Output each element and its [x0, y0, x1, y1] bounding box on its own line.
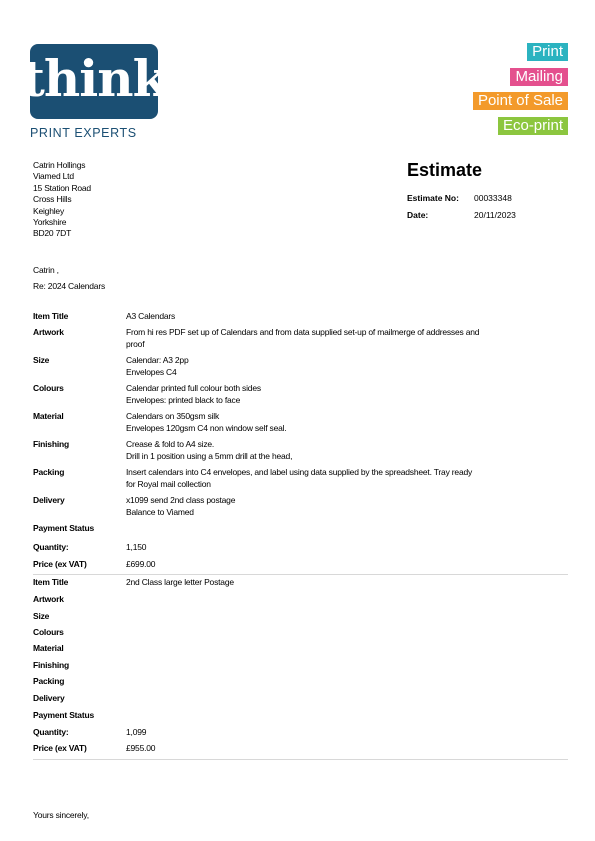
item-field-line: 1,099	[126, 727, 147, 737]
item-field-line: From hi res PDF set up of Calendars and from data supplied set-up of mailmerge of addresses and	[126, 327, 480, 337]
item-field-label: Finishing	[33, 660, 69, 670]
item-field-value	[126, 577, 568, 589]
recipient-company: Viamed Ltd	[33, 171, 74, 182]
tag-mailing: Mailing	[510, 68, 568, 86]
item-field-label: Size	[33, 611, 50, 621]
item-field-value	[126, 383, 568, 406]
item-field-label: Material	[33, 643, 64, 653]
item-field-label: Payment Status	[33, 523, 94, 533]
item-field-line: Drill in 1 position using a 5mm drill at the head,	[126, 450, 293, 461]
item-field-label: Packing	[33, 467, 65, 477]
item-field-label: Quantity:	[33, 727, 69, 737]
item-field-label: Item Title	[33, 311, 69, 321]
item-field-label: Finishing	[33, 439, 69, 449]
item-field-value	[126, 411, 568, 434]
item-field-line: Calendar: A3 2pp	[126, 355, 189, 365]
item-field-label: Colours	[33, 627, 64, 637]
item-field-label: Packing	[33, 676, 65, 686]
logo-tagline: PRINT EXPERTS	[30, 126, 137, 140]
item-field-line: Calendar printed full colour both sides	[126, 383, 261, 393]
item-field-label: Payment Status	[33, 710, 94, 720]
item-field-value	[126, 311, 568, 323]
item-field-label: Artwork	[33, 327, 64, 337]
subject-line: Re: 2024 Calendars	[33, 281, 106, 291]
tag-eco-print: Eco-print	[498, 117, 568, 135]
salutation: Catrin ,	[33, 265, 59, 275]
item-field-line: £955.00	[126, 743, 156, 753]
item-field-line: Balance to Viamed	[126, 506, 194, 517]
address-line: BD20 7DT	[33, 228, 72, 239]
item-field-label: Artwork	[33, 594, 64, 604]
item-divider	[33, 759, 568, 760]
item-field-line: for Royal mail collection	[126, 478, 211, 489]
address-line: Keighley	[33, 205, 65, 216]
estimate-date: 20/11/2023	[474, 210, 516, 220]
item-field-label: Delivery	[33, 693, 65, 703]
item-field-value	[126, 439, 568, 462]
item-field-label: Quantity:	[33, 542, 69, 552]
company-logo	[21, 44, 167, 119]
item-field-value	[126, 327, 568, 350]
item-divider	[33, 574, 568, 575]
item-field-line: Envelopes 120gsm C4 non window self seal.	[126, 422, 287, 433]
document-title: Estimate	[407, 160, 483, 180]
item-field-label: Size	[33, 355, 50, 365]
item-field-label: Material	[33, 411, 64, 421]
item-field-line: Crease & fold to A4 size.	[126, 439, 215, 449]
item-field-line: A3 Calendars	[126, 311, 176, 321]
item-field-line: £699.00	[126, 559, 156, 569]
recipient-name: Catrin Hollings	[33, 160, 86, 170]
item-field-label: Price (ex VAT)	[33, 743, 87, 753]
item-field-line: Envelopes: printed black to face	[126, 394, 241, 405]
tag-point-of-sale: Point of Sale	[473, 92, 568, 110]
estimate-number: 00033348	[474, 193, 512, 203]
item-field-label: Delivery	[33, 495, 65, 505]
item-field-value	[126, 542, 568, 554]
estimate-number-label: Estimate No:	[407, 193, 459, 203]
item-field-line: 1,150	[126, 542, 147, 552]
item-field-value	[126, 559, 568, 571]
item-field-label: Price (ex VAT)	[33, 559, 87, 569]
item-field-line: Calendars on 350gsm silk	[126, 411, 219, 421]
address-line: Cross Hills	[33, 194, 72, 205]
item-field-value	[126, 495, 568, 518]
item-field-label: Colours	[33, 383, 64, 393]
item-field-value	[126, 743, 568, 755]
item-field-label: Item Title	[33, 577, 69, 587]
item-field-value	[126, 727, 568, 739]
tag-print: Print	[527, 43, 568, 61]
item-field-value	[126, 355, 568, 378]
item-field-line: Insert calendars into C4 envelopes, and label using data supplied by the spreadsheet. Tray ready	[126, 467, 473, 477]
logo-wordmark: think	[21, 48, 167, 108]
address-line: Yorkshire	[33, 216, 67, 227]
estimate-date-label: Date:	[407, 210, 429, 220]
item-field-line: x1099 send 2nd class postage	[126, 495, 236, 505]
item-field-line: proof	[126, 338, 145, 349]
item-field-line: 2nd Class large letter Postage	[126, 577, 234, 587]
item-field-value	[126, 467, 568, 490]
closing: Yours sincerely,	[33, 810, 89, 820]
item-field-line: Envelopes C4	[126, 366, 177, 377]
address-line: 15 Station Road	[33, 182, 91, 193]
recipient-address	[33, 160, 91, 240]
